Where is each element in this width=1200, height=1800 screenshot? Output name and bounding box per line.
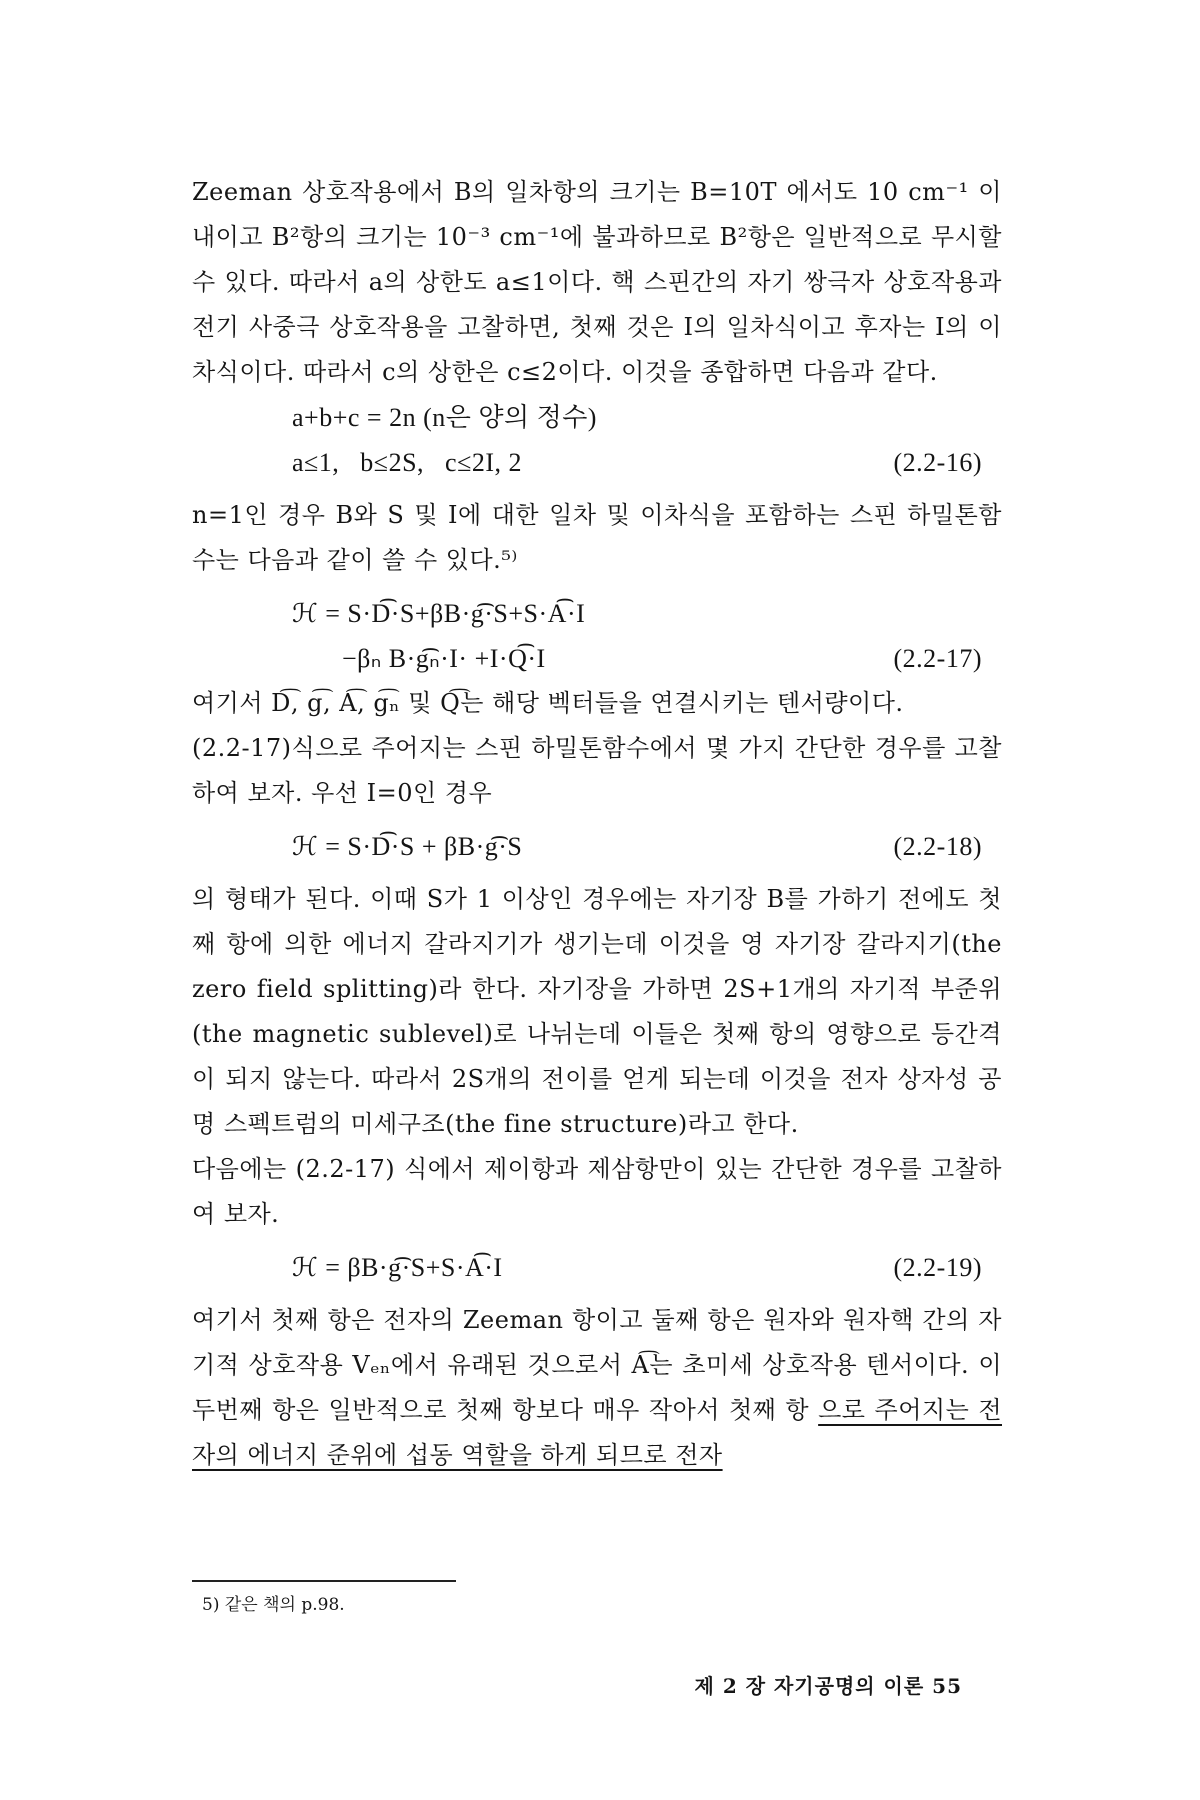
running-footer: 제 2 장 자기공명의 이론 55 <box>694 1674 962 1698</box>
paragraph-spin-hamiltonian: n=1인 경우 B와 S 및 I에 대한 일차 및 이차식을 포함하는 스핀 하밀톤함수는 다음과 같이 쓸 수 있다.⁵⁾ <box>192 501 1002 574</box>
equation-number: (2.2-19) <box>893 1253 982 1282</box>
equation-2-2-17-line2 <box>192 636 1002 681</box>
paragraph-hyperfine-text: 여기서 첫째 항은 전자의 Zeeman 항이고 둘째 항은 원자와 원자핵 간의 자기적 상호작용 Vₑₙ에서 유래된 것으로서 A͡는 초미세 상호작용 텐서이다. 이 두번째 항은 일반적으로 첫째 항보다 매우 작아서 첫째 항 <box>192 1306 1002 1424</box>
equation-2-2-18 <box>192 824 1002 869</box>
equation-text: ℋ = S·D͡·S + βB·g͡·S <box>292 832 523 861</box>
paragraph-hyperfine-underlined: 으로 주어지는 전자의 에너지 준위에 섭동 역할을 하게 되므로 전자 <box>192 1396 1002 1469</box>
equation-2-2-17-line1 <box>192 591 1002 636</box>
paragraph-intro: Zeeman 상호작용에서 B의 일차항의 크기는 B=10T 에서도 10 cm⁻¹ 이내이고 B²항의 크기는 10⁻³ cm⁻¹에 불과하므로 B²항은 일반적으로 무시할 수 있다. 따라서 a의 상한도 a≤1이다. 핵 스핀간의 자기 쌍극자 상호작용과 전기 사중극 상호작용을 고찰하면, 첫째 것은 I의 일차식이고 후자는 I의 이차식이다. 따라서 c의 상한은 c≤2이다. 이것을 종합하면 다음과 같다. <box>192 178 1002 386</box>
equation-text: ℋ = βB·g͡·S+S·A͡·I <box>292 1253 503 1282</box>
paragraph-simple-cases: (2.2-17)식으로 주어지는 스핀 하밀톤함수에서 몇 가지 간단한 경우를 고찰하여 보자. 우선 I=0인 경우 <box>192 734 1002 807</box>
equation-text: a≤1, b≤2S, c≤2I, 2 <box>292 448 523 477</box>
text-block-top <box>192 170 1002 1478</box>
equation-number: (2.2-17) <box>893 644 982 673</box>
paragraph-zero-field-splitting: 의 형태가 된다. 이때 S가 1 이상인 경우에는 자기장 B를 가하기 전에도 첫째 항에 의한 에너지 갈라지기가 생기는데 이것을 영 자기장 갈라지기(the zero field splitting)라 한다. 자기장을 가하면 2S+1개의 자기적 부준위(the magnetic sublevel)로 나뉘는데 이들은 첫째 항의 영향으로 등간격이 되지 않는다. 따라서 2S개의 전이를 얻게 되는데 이것을 전자 상자성 공명 스펙트럼의 미세구조(the fine structure)라고 한다. <box>192 885 1002 1138</box>
footnote-rule <box>192 1580 456 1582</box>
paragraph-tensors: 여기서 D͡, g͡, A͡, g͡ₙ 및 Q͡는 해당 벡터들을 연결시키는 텐서량이다. <box>192 689 904 717</box>
equation-2-2-19 <box>192 1245 1002 1290</box>
equation-number: (2.2-18) <box>893 832 982 861</box>
equation-text: ℋ = S·D͡·S+βB·g͡·S+S·A͡·I <box>292 599 586 628</box>
paragraph-hyperfine <box>192 1298 1002 1478</box>
equation-text: a+b+c = 2n (n은 양의 정수) <box>292 403 597 432</box>
equation-number: (2.2-16) <box>893 448 982 477</box>
equation-2-2-16-line1 <box>192 395 1002 440</box>
equation-text: −βₙ B·g͡ₙ·I· +I·Q͡·I <box>342 644 546 673</box>
footnote: 5) 같은 책의 p.98. <box>202 1595 345 1615</box>
equation-2-2-16-line2 <box>192 440 1002 485</box>
paragraph-second-third-terms: 다음에는 (2.2-17) 식에서 제이항과 제삼항만이 있는 간단한 경우를 고찰하여 보자. <box>192 1155 1002 1228</box>
